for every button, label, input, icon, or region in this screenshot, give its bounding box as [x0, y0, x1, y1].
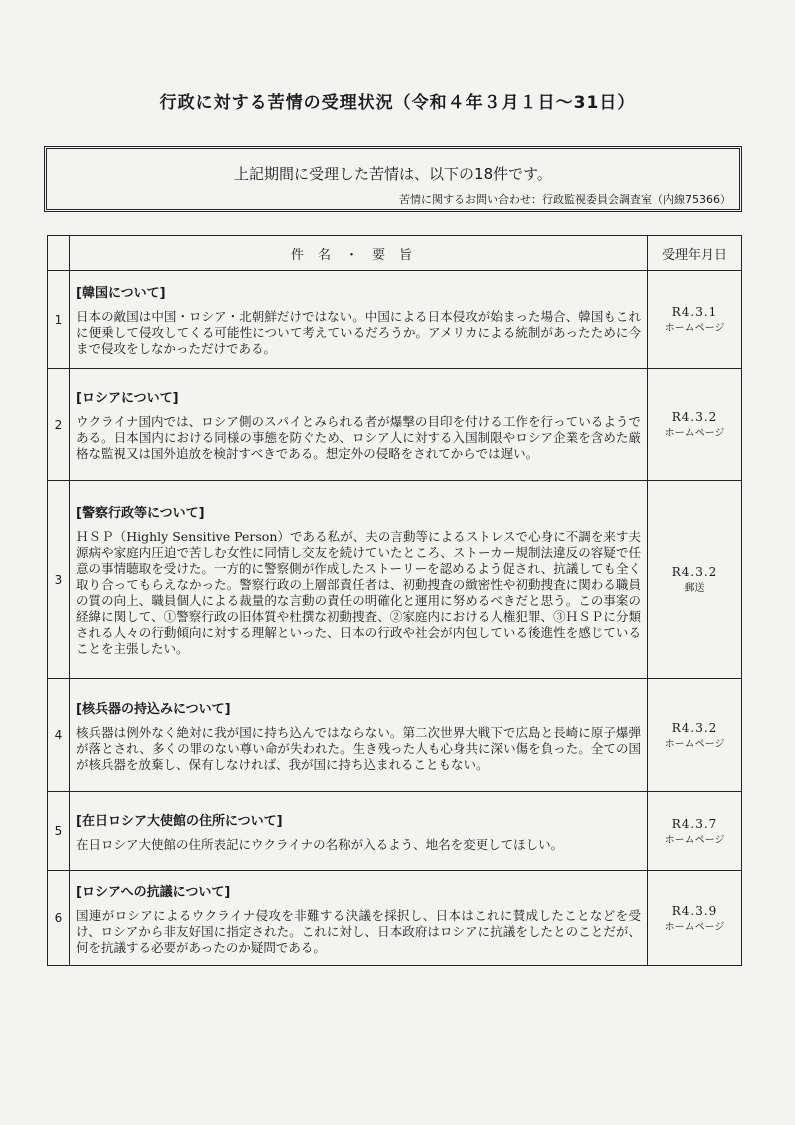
row-method: ホームページ [664, 428, 725, 439]
row-number: 4 [48, 679, 70, 792]
row-summary: 日本の敵国は中国・ロシア・北朝鮮だけではない。中国による日本侵攻が始まった場合、韓国もこれに便乗して侵攻してくる可能性について考えているだろうか。アメリカによる統制があったために今まで侵攻をしなかっただけである。 [76, 309, 641, 356]
contact-info: 苦情に関するお問い合わせ：行政監視委員会調査室（内線75366） [399, 193, 731, 206]
row-title: [韓国について] [76, 286, 166, 301]
row-number: 3 [48, 481, 70, 679]
row-summary: ＨＳＰ（Highly Sensitive Person）である私が、夫の言動等によるストレスで心身に不調を来す夫源病や家庭内圧迫で苦しむ女性に同情し交友を続けていたところ、ストーカー規制法違反の容疑で任意の事情聴取を受けた。一方的に警察側が作成したストーリーを認めるよう促され、抗議しても全く取り合ってもらえなかった。警察行政の上層部責任者は、初動捜査の緻密性や初動捜査に関わる職員の質の向上、職員個人による裁量的な言動の責任の明確化と運用に努めるべきだと思う。この事案の経緯に関して、①警察行政の旧体質や杜撰な初動捜査、②家庭内における人権犯罪、③ＨＳＰに分類される人々の行動傾向に対する理解といった、日本の行政や社会が内包している後進性を感じていることを主張したい。 [76, 529, 641, 656]
row-content [70, 871, 648, 966]
row-date-cell [648, 369, 742, 481]
row-method: ホームページ [664, 323, 725, 334]
row-content [70, 271, 648, 369]
complaints-table [47, 235, 742, 966]
row-content [70, 481, 648, 679]
row-date-cell [648, 271, 742, 369]
row-title: [在日ロシア大使館の住所について] [76, 813, 283, 829]
row-title: [核兵器の持込みについて] [76, 701, 231, 717]
table-row [48, 679, 742, 792]
table-row [48, 871, 742, 966]
header-subject [70, 236, 648, 271]
header-number-cell [48, 236, 70, 271]
row-number: 6 [48, 871, 70, 966]
row-date-cell [648, 871, 742, 966]
header-subject-label: 件名・要旨 [290, 247, 426, 263]
row-number: 1 [48, 271, 70, 369]
row-date: R4.3.2 [671, 720, 718, 735]
row-date-cell [648, 792, 742, 871]
row-summary: 在日ロシア大使館の住所表記にウクライナの名称が入るよう、地名を変更してほしい。 [76, 836, 564, 852]
row-method: ホームページ [664, 738, 725, 750]
row-number: 2 [48, 369, 70, 481]
table-header-row [48, 236, 742, 271]
row-method: 郵送 [684, 583, 705, 594]
row-content [70, 679, 648, 792]
row-summary: ウクライナ国内では、ロシア側のスパイとみられる者が爆撃の目印を付ける工作を行っているようである。日本国内における同様の事態を防ぐため、ロシア人に対する入国制限やロシア企業を含めた厳格な監視又は国外追放を検討すべきである。想定外の侵略をされてからでは遅い。 [76, 414, 641, 461]
row-date-cell [648, 481, 742, 679]
row-date: R4.3.2 [671, 565, 718, 579]
row-number: 5 [48, 792, 70, 871]
row-summary: 核兵器は例外なく絶対に我が国に持ち込んではならない。第二次世界大戦下で広島と長崎に原子爆弾が落とされ、多くの罪のない尊い命が失われた。生き残った人も心身共に深い傷を負った。全ての国が核兵器を放棄し、保有しなければ、我が国に持ち込まれることもない。 [76, 724, 641, 772]
row-title: [ロシアへの抗議について] [76, 884, 231, 900]
table-row [48, 271, 742, 369]
row-summary: 国連がロシアによるウクライナ侵攻を非難する決議を採択し、日本はこれに賛成したことなどを受け、ロシアから非友好国に指定された。これに対し、日本政府はロシアに抗議をしたとのことだが、何を抗議する必要があったのか疑問である。 [76, 907, 641, 955]
row-method: ホームページ [664, 921, 725, 933]
row-content [70, 792, 648, 871]
row-date: R4.3.2 [671, 410, 718, 424]
row-date: R4.3.1 [671, 305, 718, 319]
summary-text: 上記期間に受理した苦情は、以下の18件です。 [234, 165, 552, 183]
table-row [48, 481, 742, 679]
row-title: [ロシアについて] [76, 391, 179, 406]
table-row [48, 792, 742, 871]
row-date-cell [648, 679, 742, 792]
row-method: ホームページ [664, 834, 725, 846]
row-date: R4.3.7 [671, 816, 718, 831]
row-title: [警察行政等について] [76, 506, 205, 521]
row-date: R4.3.9 [671, 903, 718, 918]
row-content [70, 369, 648, 481]
page-title: 行政に対する苦情の受理状況（令和４年３月１日～31日） [159, 93, 636, 113]
summary-box [44, 146, 742, 212]
header-date: 受理年月日 [648, 236, 742, 271]
table-row [48, 369, 742, 481]
